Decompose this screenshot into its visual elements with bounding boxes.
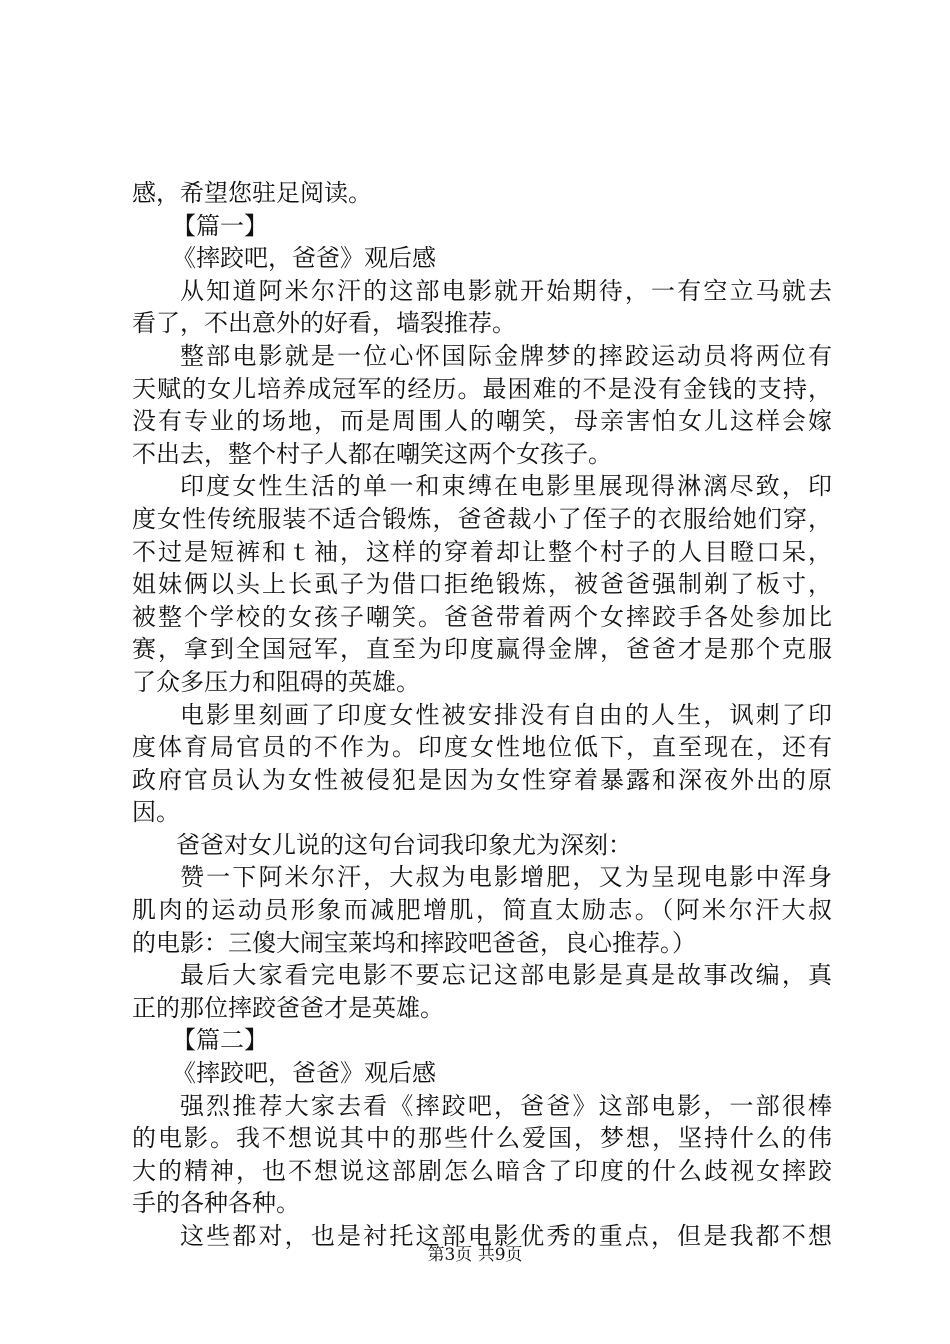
text-line: 整部电影就是一位心怀国际金牌梦的摔跤运动员将两位有 [180, 341, 832, 370]
text-line: 感，希望您驻足阅读。 [132, 179, 372, 207]
text-line: 不出去，整个村子人都在嘲笑这两个女孩子。 [132, 439, 612, 468]
text-line: 度体育局官员的不作为。印度女性地位低下，直至现在，还有 [132, 733, 832, 762]
text-line: 不过是短裤和ｔ袖，这样的穿着却让整个村子的人目瞪口呆， [132, 537, 832, 566]
text-line: 肌肉的运动员形象而减肥增肌，简直太励志。（阿米尔汗大叔 [132, 896, 832, 925]
section-title-2: 《摔跤吧，爸爸》观后感 [172, 1059, 436, 1088]
document-body [132, 177, 832, 1253]
text-line: 电影里刻画了印度女性被安排没有自由的人生，讽刺了印 [180, 700, 832, 729]
section-title-1: 《摔跤吧，爸爸》观后感 [172, 244, 436, 273]
text-line: 最后大家看完电影不要忘记这部电影是真是故事改编，真 [180, 961, 832, 990]
text-line: 强烈推荐大家去看《摔跤吧，爸爸》这部电影，一部很棒 [180, 1091, 832, 1120]
text-line: 政府官员认为女性被侵犯是因为女性穿着暴露和深夜外出的原 [132, 765, 832, 794]
text-line: 手的各种各种。 [132, 1189, 300, 1218]
text-line: 姐妹俩以头上长虱子为借口拒绝锻炼，被爸爸强制剃了板寸， [132, 570, 832, 599]
text-line: 的电影。我不想说其中的那些什么爱国，梦想，坚持什么的伟 [132, 1124, 832, 1153]
text-line: 从知道阿米尔汗的这部电影就开始期待，一有空立马就去 [180, 276, 832, 305]
section-heading-2: 【篇二】 [172, 1026, 268, 1055]
text-line: 看了，不出意外的好看，墙裂推荐。 [132, 309, 516, 338]
text-line: 大的精神，也不想说这部剧怎么暗含了印度的什么歧视女摔跤 [132, 1156, 832, 1185]
text-line: 的电影：三傻大闹宝莱坞和摔跤吧爸爸，良心推荐。） [132, 928, 696, 957]
text-line: 被整个学校的女孩子嘲笑。爸爸带着两个女摔跤手各处参加比 [132, 602, 832, 631]
text-line: 印度女性生活的单一和束缚在电影里展现得淋漓尽致，印 [180, 472, 832, 501]
text-line: 正的那位摔跤爸爸才是英雄。 [132, 993, 444, 1022]
text-line: 没有专业的场地，而是周围人的嘲笑，母亲害怕女儿这样会嫁 [132, 407, 832, 436]
page-footer: 第3页 共9页 [427, 1245, 523, 1265]
text-line: 爸爸对女儿说的这句台词我印象尤为深刻： [176, 830, 632, 859]
text-line: 了众多压力和阻碍的英雄。 [132, 667, 420, 696]
text-line: 因。 [132, 798, 180, 827]
text-line: 赛，拿到全国冠军，直至为印度赢得金牌，爸爸才是那个克服 [132, 635, 832, 664]
text-line: 度女性传统服装不适合锻炼，爸爸裁小了侄子的衣服给她们穿， [132, 504, 832, 533]
text-line: 赞一下阿米尔汗，大叔为电影增肥，又为呈现电影中浑身 [180, 863, 832, 892]
section-heading-1: 【篇一】 [172, 211, 268, 240]
text-line: 这些都对，也是衬托这部电影优秀的重点，但是我都不想 [180, 1222, 832, 1250]
text-line: 天赋的女儿培养成冠军的经历。最困难的不是没有金钱的支持， [132, 374, 832, 403]
